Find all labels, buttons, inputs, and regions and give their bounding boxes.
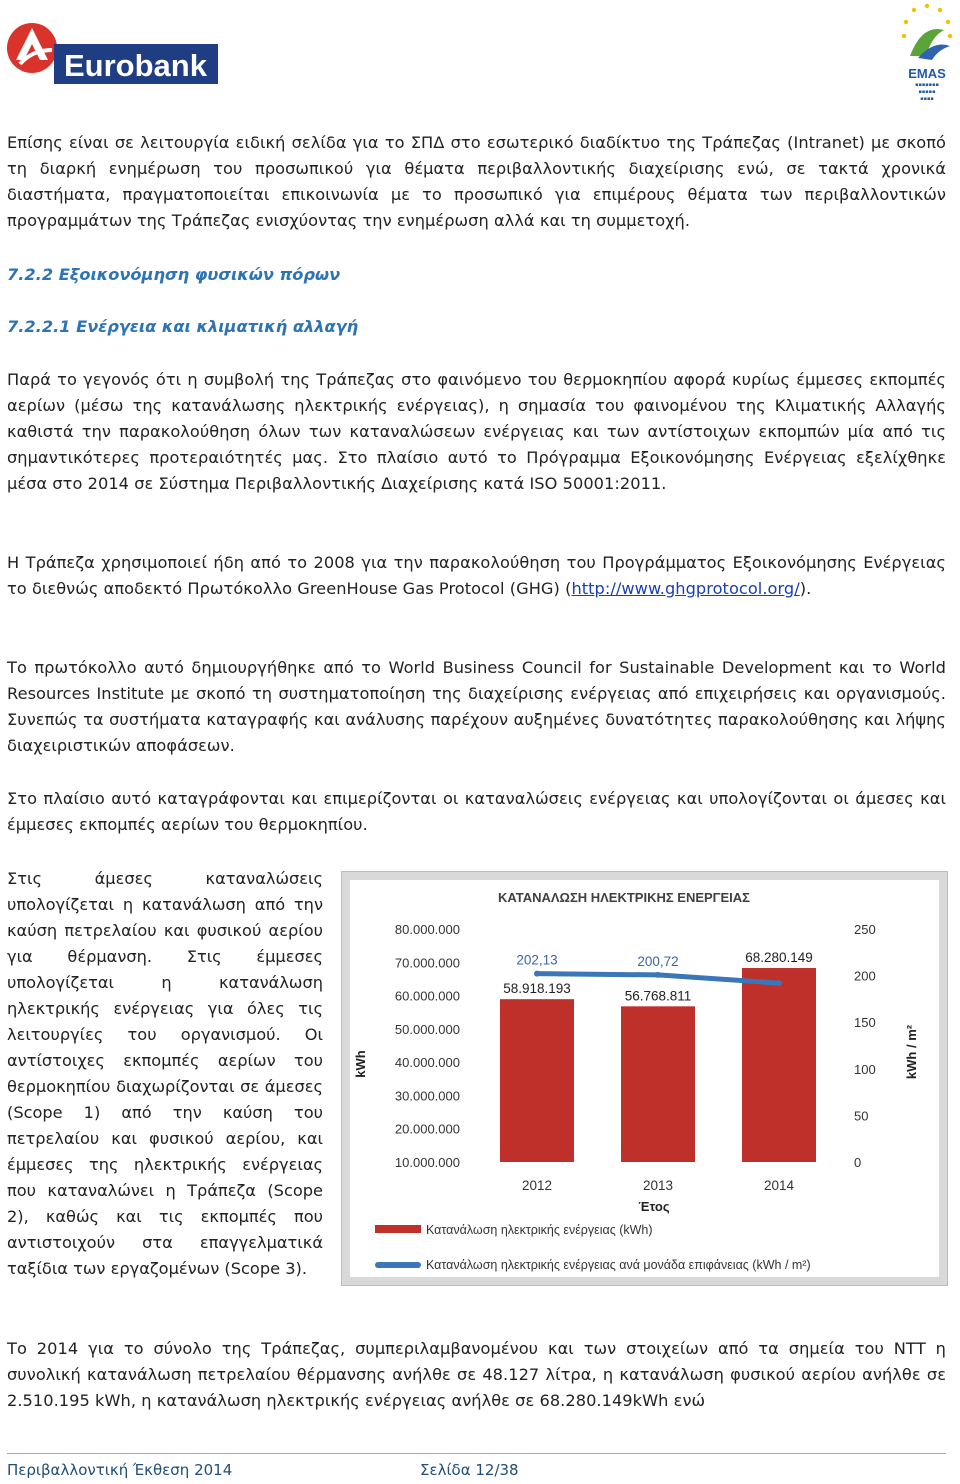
eurobank-logo [6,20,220,90]
y-tick-label: 70.000.000 [394,955,460,971]
paragraph-consumption-2014: Το 2014 για το σύνολο της Τράπεζας, συμπεριλαμβανομένου και των στοιχείων από τα σημεία του ΝΤΤ η συνολική κατανάλωση πετρελαίου θέρμανσης ανήλθε σε 48.127 λίτρα, η κατανάλωση φυσικού αερίου ανήλθε σε 2.510.195 kWh, η κατανάλωση ηλεκτρικής ενέργειας ανήλθε σε 68.280.149kWh ενώ [7,1339,946,1410]
y2-tick-label: 50 [854,1108,869,1124]
chart-title: ΚΑΤΑΝΑΛΩΣΗ ΗΛΕΚΤΡΙΚΗΣ ΕΝΕΡΓΕΙΑΣ [498,890,750,905]
chart-canvas [342,872,949,1287]
electricity-consumption-chart [341,871,948,1286]
y2-axis-label: kWh / m² [904,1024,919,1080]
legend-swatch-bars [375,1225,421,1233]
footer-divider [7,1453,946,1454]
legend-label-bars: Κατανάλωση ηλεκτρικής ενέργειας (kWh) [426,1223,653,1237]
bar-value-label: 68.280.149 [745,950,813,966]
paragraph-scopes: Στις άμεσες καταναλώσεις υπολογίζεται η κατανάλωση από την καύση πετρελαίου και φυσικού αερίου για θέρμανση. Στις έμμεσες υπολογίζεται η κατανάλωση ηλεκτρικής ενέργειας για όλες τις λειτουργίες του οργανισμού. Οι αντίστοιχες εκπομπές αερίων του θερμοκηπίου διαχωρίζονται σε άμεσες (Scope 1) από την καύση του πετρελαίου και φυσικού αερίου, και έμμεσες της ηλεκτρικής ενέργειας που καταναλώνει η Τράπεζα (Scope 2), καθώς και τις εκπομπές που αντιστοιχούν στα επαγγελματικά ταξίδια των εργαζομένων (Scope 3). [7,869,323,1278]
paragraph-ghg [7,550,946,602]
line-point-2014 [776,980,782,986]
x-tick-label: 2013 [642,1178,674,1193]
y-tick-label: 40.000.000 [394,1055,460,1071]
line-value-label: 200,72 [637,953,679,969]
section-heading-energy: 7.2.2.1 Ενέργεια και κλιματική αλλαγή [7,317,359,336]
ghg-protocol-link[interactable]: http://www.ghgprotocol.org/ [571,579,800,598]
y-tick-label: 60.000.000 [394,988,460,1004]
bar-2012 [500,999,574,1162]
bar-value-label: 56.768.811 [624,988,692,1004]
bar-value-label: 58.918.193 [503,981,571,997]
emas-subtext-decoration: ▪▪▪▪▪▪▪ ▪▪▪▪▪ ▪▪▪▪ [915,82,939,102]
section-heading-resources: 7.2.2 Εξοικονόμηση φυσικών πόρων [7,265,341,284]
bar-2013 [621,1006,695,1162]
y2-tick-label: 200 [854,968,876,984]
y-tick-label: 30.000.000 [394,1088,460,1104]
line-value-label: 202,13 [516,952,558,968]
y2-tick-label: 250 [854,922,876,937]
paragraph-protocol: Το πρωτόκολλο αυτό δημιουργήθηκε από το World Business Council for Sustainable Development και το World Resources Institute με σκοπό τη συστηματοποίηση της διαχείρισης ενέργειας από επιχειρήσεις και οργανισμούς. Συνεπώς τα συστήματα καταγραφής και ανάλυσης παρέχουν αυξημένες δυνατότητες παρακολούθησης και λήψης διαχειριστικών αποφάσεων. [7,658,946,755]
y-tick-label: 80.000.000 [394,922,460,937]
x-tick-label: 2012 [521,1178,553,1193]
x-tick-label: 2014 [763,1178,795,1193]
paragraph-ghg-end: ). [799,579,812,598]
y-axis-label: kWh [353,1050,368,1078]
paragraph-climate: Παρά το γεγονός ότι η συμβολή της Τράπεζας στο φαινόμενο του θερμοκηπίου αφορά κυρίως έμμεσες εκπομπές αερίων (μέσω της κατανάλωσης ηλεκτρικής ενέργειας), η σημασία του φαινομένου της Κλιματικής Αλλαγής καθιστά την παρακολούθηση όλων των καταναλώσεων ενέργειας και των αντίστοιχων εκπομπών μία από τις σημαντικότερες προτεραιότητές μας. Στο πλαίσιο αυτό το Πρόγραμμα Εξοικονόμησης Ενέργειας εξελίχθηκε μέσα στο 2014 σε Σύστημα Περιβαλλοντικής Διαχείρισης κατά ISO 50001:2011. [7,370,946,493]
y-tick-label: 20.000.000 [394,1121,460,1137]
x-axis-label: Έτος [638,1199,670,1214]
paragraph-intranet: Επίσης είναι σε λειτουργία ειδική σελίδα για το ΣΠΔ στο εσωτερικό διαδίκτυο της Τράπεζας (Intranet) με σκοπό τη διαρκή ενημέρωση του προσωπικού για θέματα περιβαλλοντικής διαχείρισης ενώ, σε τακτά χρονικά διαστήματα, πραγματοποιείται επικοινωνία με το προσωπικό για επιμέρους θέματα των περιβαλλοντικών προγραμμάτων της Τράπεζας ενισχύοντας την ενημέρωση αλλά και τη συμμετοχή. [7,133,946,230]
brand-name: Eurobank [64,48,207,83]
emas-logo [896,0,958,110]
emas-label: EMAS [908,66,946,81]
y-tick-label: 10.000.000 [394,1155,460,1170]
line-point-2012 [534,971,540,977]
y2-tick-label: 0 [854,1155,862,1170]
footer-report-title: Περιβαλλοντική Έκθεση 2014 [7,1461,233,1479]
paragraph-recording: Στο πλαίσιο αυτό καταγράφονται και επιμερίζονται οι καταναλώσεις ενέργειας και υπολογίζονται οι άμεσες και έμμεσες εκπομπές αερίων του θερμοκηπίου. [7,789,946,834]
paragraph-ghg-text: Η Τράπεζα χρησιμοποιεί ήδη από το 2008 για την παρακολούθηση του Προγράμματος Εξοικονόμησης Ενέργειας το διεθνώς αποδεκτό Πρωτόκολλο GreenHouse Gas Protocol (GHG) ( [7,553,946,598]
line-value-label: 191,93 [758,995,800,1011]
y2-tick-label: 150 [854,1015,876,1031]
legend-swatch-line [375,1262,421,1268]
y2-tick-label: 100 [854,1061,876,1077]
legend-label-line: Κατανάλωση ηλεκτρικής ενέργειας ανά μονάδα επιφάνειας (kWh / m²) [426,1258,811,1272]
y-tick-label: 50.000.000 [394,1021,460,1037]
footer-page-number: Σελίδα 12/38 [420,1461,519,1479]
line-point-2013 [655,972,661,978]
